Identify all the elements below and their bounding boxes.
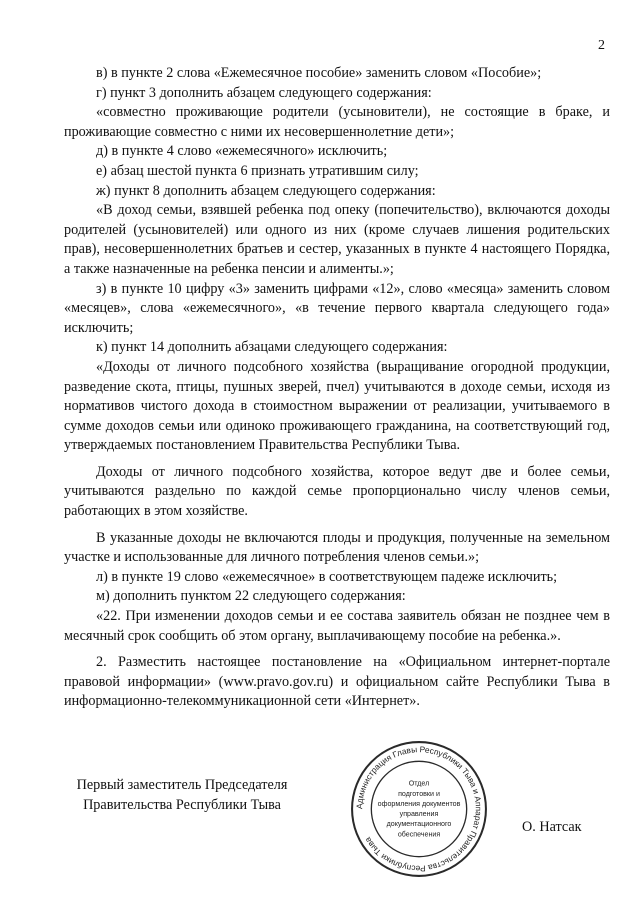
paragraph-g: г) пункт 3 дополнить абзацем следующего содержания: [96,84,432,101]
svg-text:Отдел: Отдел [408,779,430,788]
paragraph-v: в) в пункте 2 слова «Ежемесячное пособие» заменить словом «Пособие»; [96,65,542,81]
signatory-position [62,776,302,815]
paragraph-z: з) в пункте 10 цифру «3» заменить цифрами «12», слово «месяца» заменить словом «месяцев», слова «ежемесячного», «в течение первого квартала следующего года» исключить; [64,280,610,336]
document-body [64,64,610,712]
stamp-ring-text: Администрация Главы Республики Тыва и Аппарат Правительства Республики Тыва [354,744,484,874]
signatory-name: О. Натсак [522,819,582,835]
page-number: 2 [598,38,605,53]
stamp-outer-ring [352,742,486,876]
official-stamp [348,738,490,880]
paragraph-k: к) пункт 14 дополнить абзацами следующего содержания: [96,339,448,356]
svg-text:документационного: документационного [386,820,452,829]
signatory-position-line2: Правительства Республики Тыва [83,796,281,813]
paragraph-l: л) в пункте 19 слово «ежемесячное» в соответствующем падеже исключить; [96,568,558,585]
paragraph-k-quote-1: «Доходы от личного подсобного хозяйства (выращивание огородной продукции, разведение скота, птицы, пушных зверей, пчел) учитываются в доходе семьи, исходя из нормативов чистого дохода в стоимостном выражении от реализации, учитываемого в сумме доходов семьи или одиноко проживающего гражданина, на соответствующий год, утверждаемых постановлением Правительства Республики Тыва. [64,358,610,454]
svg-text:управления: управления [399,810,439,819]
paragraph-e: е) абзац шестой пункта 6 признать утратившим силу; [96,162,419,179]
stamp-inner-ring [371,761,466,856]
paragraph-zh-quote: «В доход семьи, взявшей ребенка под опеку (попечительство), включаются доходы родителей (усыновителей) или одного из них (кроме случаев лишения родительских прав), несовершеннолетних братьев и сестер, указанных в пункте 4 настоящего Порядка, а также назначенные на ребенка пенсии и алименты.»; [64,202,610,277]
paragraph-g-quote: «совместно проживающие родители (усыновители), не состоящие в браке, и проживающие совместно с ними их несовершеннолетние дети»; [64,104,610,140]
stamp-inner-text [378,780,461,839]
paragraph-2: 2. Разместить настоящее постановление на «Официальном интернет-портале правовой информации» (www.pravo.gov.ru) и официальном сайте Республики Тыва в информационно-телекоммуникационной сети «Интернет». [64,654,610,710]
svg-text:подготовки и: подготовки и [398,789,440,798]
signatory-position-line1: Первый заместитель Председателя [76,777,288,793]
paragraph-m: м) дополнить пунктом 22 следующего содержания: [96,588,406,605]
paragraph-m-quote: «22. При изменении доходов семьи и ее состава заявитель обязан не позднее чем в месячный срок сообщить об этом органу, выплачивающему пособие на ребенка.». [64,608,610,644]
svg-text:обеспечения: обеспечения [397,830,441,839]
paragraph-k-quote-3: В указанные доходы не включаются плоды и продукция, полученные на земельном участке и использованные для личного потребления членов семьи.»; [64,529,610,566]
paragraph-zh: ж) пункт 8 дополнить абзацем следующего содержания: [96,182,436,199]
paragraph-k-quote-2: Доходы от личного подсобного хозяйства, которое ведут две и более семьи, учитываются раздельно по каждой семье пропорционально числу членов семьи, работающих в этом хозяйстве. [64,463,610,520]
svg-text:оформления документов: оформления документов [377,799,461,808]
paragraph-d: д) в пункте 4 слово «ежемесячного» исключить; [96,143,388,160]
